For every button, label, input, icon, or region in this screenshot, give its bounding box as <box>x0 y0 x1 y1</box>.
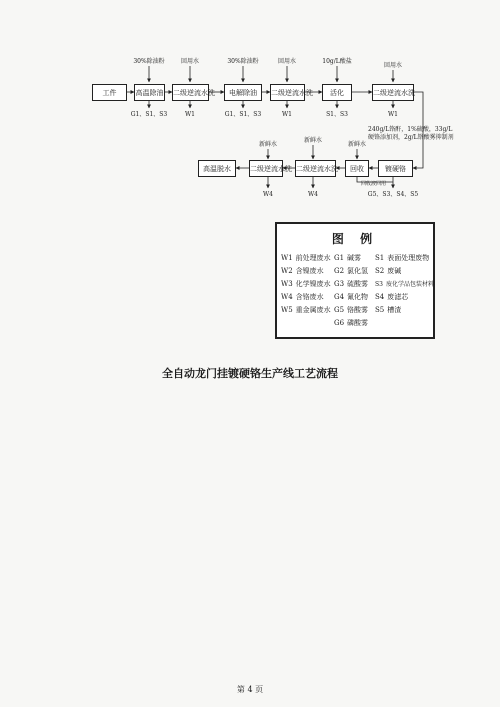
recycle-label: 回收液回用 <box>361 181 387 187</box>
flow-node-hard-chrome: 镀硬铬 <box>378 160 413 177</box>
legend-item: G2 氯化氢 <box>334 267 369 275</box>
legend-item: S1 表面处理废物 <box>375 254 430 262</box>
flow-input-label: 新鲜水 <box>258 141 278 148</box>
legend-item: S4 废滤芯 <box>375 293 409 301</box>
flow-node-rinse-1: 二级逆流水洗 <box>172 84 209 101</box>
flow-output-label: G5、S3、S4、S5 <box>367 191 419 198</box>
flow-node-rinse-2: 二级逆流水洗 <box>270 84 305 101</box>
flow-node-activation: 活化 <box>322 84 352 101</box>
flow-input-label: 回用水 <box>383 62 403 69</box>
flow-node-workpiece: 工件 <box>92 84 127 101</box>
legend-item: W4 含铬废水 <box>281 293 324 301</box>
flow-node-hot-dewater: 高温脱水 <box>198 160 236 177</box>
legend-item: G4 氰化物 <box>334 293 369 301</box>
page-number: 第 4 页 <box>236 685 264 694</box>
flow-output-label: G1、S1、S3 <box>224 111 262 118</box>
flow-node-electro-degrease: 电解除油 <box>224 84 262 101</box>
legend-item: G1 碱雾 <box>334 254 362 262</box>
flow-node-rinse-5: 二级逆流水洗 <box>295 160 336 177</box>
legend-item: G3 硫酸雾 <box>334 280 369 288</box>
legend-item: W3 化学镍废水 <box>281 280 331 288</box>
flow-input-label: 新鲜水 <box>347 141 367 148</box>
flow-input-label: 回用水 <box>180 58 200 65</box>
flow-output-label: W4 <box>308 191 318 198</box>
flow-node-rinse-4: 二级逆流水洗 <box>249 160 283 177</box>
flow-output-label: S1、S3 <box>326 111 348 118</box>
flow-output-label: W1 <box>185 111 195 118</box>
flow-node-hot-degrease: 高温除油 <box>134 84 165 101</box>
flow-input-label: 10g/L酸盐 <box>322 58 352 65</box>
chrome-bath-note: 240g/L铬酐，1%硫酸，33g/L硬铬添加剂，2g/L铬酸雾抑制剂 <box>368 126 454 141</box>
flow-input-label: 回用水 <box>277 58 297 65</box>
legend-item: W2 含镍废水 <box>281 267 324 275</box>
document-title: 全自动龙门挂镀硬铬生产线工艺流程 <box>162 367 338 380</box>
legend-item: S5 槽渣 <box>375 306 402 314</box>
flow-output-label: W4 <box>263 191 273 198</box>
legend-item: S3 废化学品包装材料 <box>375 281 434 288</box>
flow-output-label: G1、S1、S3 <box>130 111 168 118</box>
flow-node-recovery: 回收 <box>345 160 369 177</box>
flow-output-label: W1 <box>282 111 292 118</box>
flow-input-label: 新鲜水 <box>303 137 323 144</box>
legend-item: G6 磷酸雾 <box>334 319 369 327</box>
legend-item: W1 前处理废水 <box>281 254 331 262</box>
flow-input-label: 30%除油粉 <box>227 58 259 65</box>
legend-item: W5 重金属废水 <box>281 306 331 314</box>
flow-input-label: 30%除油粉 <box>133 58 165 65</box>
legend-item: G5 铬酸雾 <box>334 306 369 314</box>
flow-node-rinse-3: 二级逆流水洗 <box>372 84 414 101</box>
legend-box <box>275 222 435 339</box>
legend-item: S2 废碱 <box>375 267 402 275</box>
flow-output-label: W1 <box>388 111 398 118</box>
legend-title: 图 例 <box>331 232 379 246</box>
